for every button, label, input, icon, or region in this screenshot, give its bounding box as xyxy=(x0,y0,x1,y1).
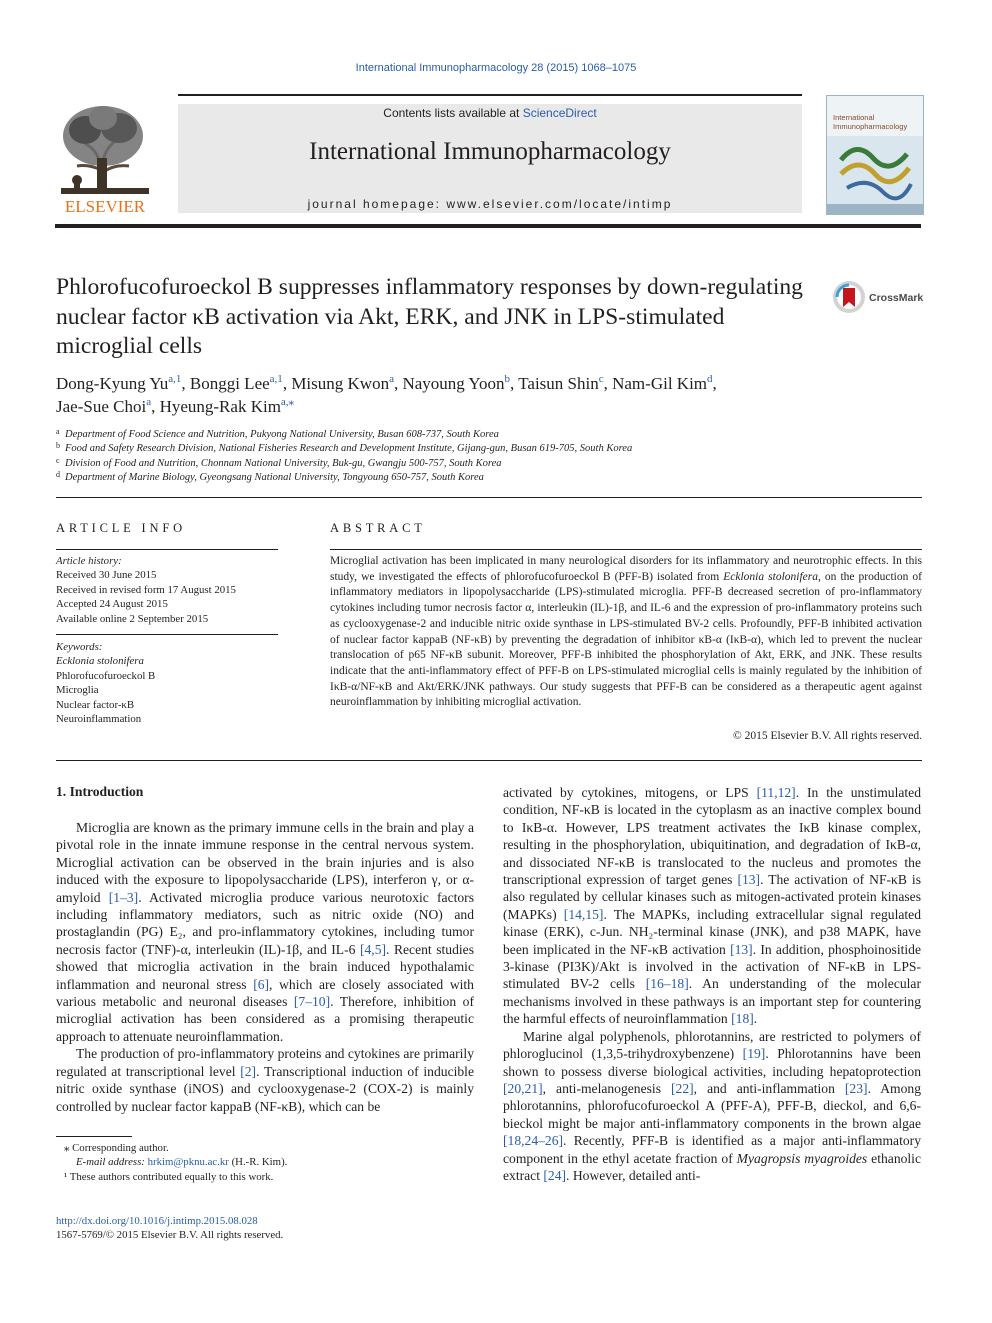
footnote-rule xyxy=(56,1136,132,1137)
affiliation-rule xyxy=(56,497,922,498)
keywords-rule xyxy=(56,634,278,635)
doi-link[interactable]: http://dx.doi.org/10.1016/j.intimp.2015.08.028 xyxy=(56,1215,258,1227)
sciencedirect-link[interactable]: ScienceDirect xyxy=(522,106,597,120)
affiliation: $^d$ Department of Marine Biology, Gyeongsang National University, Tongyoung 650-757, South Korea xyxy=(56,469,484,483)
citation-link[interactable]: [6] xyxy=(253,976,270,992)
text-run: , anti-melanogenesis xyxy=(542,1080,672,1096)
elsevier-logo xyxy=(55,100,155,215)
text-run: . The activation of NF-κB is also regulated by cellular kinases such as mitogen-activated protein kinases (MAPKs) xyxy=(503,872,921,922)
body-column-left xyxy=(56,819,474,1115)
email-link[interactable]: hrkim@pknu.ac.kr xyxy=(147,1156,229,1169)
author-sup: a,⁎ xyxy=(280,396,295,408)
italic-text: Myagropsis myagroides xyxy=(736,1150,868,1166)
author: Misung Kwon$^a$, xyxy=(291,373,403,393)
citation-link[interactable]: [14,15] xyxy=(563,906,604,922)
issn-copyright: 1567-5769/© 2015 Elsevier B.V. All rights reserved. xyxy=(56,1229,284,1242)
crossmark-icon xyxy=(832,280,932,314)
header-top-rule xyxy=(178,94,802,96)
abstract-copyright: © 2015 Elsevier B.V. All rights reserved. xyxy=(733,730,922,742)
journal-name: International Immunopharmacology xyxy=(309,138,671,165)
history-label: Article history: xyxy=(56,555,122,567)
article-history xyxy=(56,554,278,626)
section-heading-introduction: 1. Introduction xyxy=(56,784,144,799)
text-run: . Activated microglia produce various neurotoxic factors including inflammatory mediators, such as nitric oxide (NO) and prostaglandin (PG) E₂, and pro-inflammatory cytokines, including tumor necrosis factor (TNF)-α, interleukin (IL)-1β, and IL-6 xyxy=(56,889,474,957)
citation-link[interactable]: [18,24–26] xyxy=(503,1133,564,1149)
footnotes xyxy=(56,1141,474,1184)
citation-link[interactable]: [18] xyxy=(731,1011,754,1027)
abstract-text: Microglial activation has been implicated in many neurological disorders for its inflammatory and neurotrophic effects. In this study, we investigated the effects of phlorofucofuroeckol B (PFF-B) isolated from Ecklonia stolonifera, on the production of inflammatory mediators in lipopolysaccharide (LPS)-stimulated microglia. PFF-B decreased secretion of pro-inflammatory cytokines including tumor necrosis factor α, interleukin (IL)-1β, and IL-6 and the expression of pro-inflammatory proteins such as cyclooxygenase-2 and inducible nitric oxide synthase in LPS-stimulated BV-2 cells. Profoundly, PFF-B inhibited activation of nuclear factor kappaB (NF-κB) by preventing the degradation of inhibitor κB-α (IκB-α), which led to prevent the nuclear translocation of p65 NF-κB subunit. Moreover, PFF-B inhibited the phosphorylation of Akt, ERK, and JNK. These results indicate that the anti-inflammatory effect of PFF-B on LPS-stimulated microglial cells is mainly regulated by the inhibition of IκB-α/NF-κB and Akt/ERK/JNK pathways. Our study suggests that PFF-B can be considered as a therapeutic agent against neuroinflammation by inhibiting microglial activation. xyxy=(330,555,922,709)
contents-prefix: Contents lists available at xyxy=(383,106,523,120)
history-item: Received 30 June 2015 xyxy=(56,569,157,582)
text-run: . Among phlorotannins, phlorofucofuroeckol A (PFF-A), PFF-B, dieckol, and 6,6-bieckol might be major anti-inflammatory components in the brown algae xyxy=(503,1080,922,1131)
species-name: Ecklonia stolonifera xyxy=(723,570,818,583)
journal-cover-icon xyxy=(827,96,923,214)
abstract-rule xyxy=(330,549,922,550)
citation-link[interactable]: [7–10] xyxy=(293,994,331,1010)
text-run: . xyxy=(753,1011,758,1027)
crossmark-badge[interactable] xyxy=(832,280,932,314)
text-run: . The MAPKs, including extracellular signal regulated kinase (ERK), c-Jun. NH₂-terminal kinase (JNK), and p38 MAPK, have been implicated in the NF-κB activation xyxy=(503,906,921,957)
author-sup: c xyxy=(598,373,604,385)
author-sup: a xyxy=(389,373,394,385)
affiliation: $^c$ Division of Food and Nutrition, Chonnam National University, Buk-gu, Gwangju 500-757, South Korea xyxy=(56,455,502,469)
article-info-heading: ARTICLE INFO xyxy=(56,521,186,535)
text-run: . Recent studies showed that microglia activation in the brain induced hypothalamic inflammation and neuronal stress xyxy=(56,941,474,992)
author-sup: a,1 xyxy=(269,373,283,385)
text-run: . In addition, phosphoinositide 3-kinase (PI3K)/Akt is involved in the activation of NF-κB in LPS-stimulated BV-2 cells xyxy=(503,941,921,992)
citation-link[interactable]: [24] xyxy=(543,1167,567,1183)
citation-link[interactable]: [23] xyxy=(844,1080,868,1096)
corresponding-author-note: ⁎ Corresponding author. xyxy=(64,1142,169,1154)
article-info-rule xyxy=(56,549,278,550)
text-run: . However, detailed anti- xyxy=(566,1167,701,1183)
author-list xyxy=(56,372,916,418)
author: Taisun Shin$^c$, xyxy=(518,373,613,393)
paragraph xyxy=(56,819,474,1045)
history-item: Available online 2 September 2015 xyxy=(56,612,209,625)
elsevier-tree-icon xyxy=(55,100,155,215)
journal-reference[interactable]: International Immunopharmacology 28 (2015) 1068–1075 xyxy=(355,62,637,74)
bottom-info xyxy=(56,1214,474,1243)
text-run: . Phlorotannins have been shown to possess diverse biological activities, including hepatoprotection xyxy=(503,1046,921,1079)
text-run: The production of pro-inflammatory proteins and cytokines are primarily regulated at transcriptional level xyxy=(56,1046,474,1079)
author: Jae-Sue Choi$^a$, xyxy=(56,396,160,416)
author: Nayoung Yoon$^b$, xyxy=(402,373,519,393)
keyword: Phlorofucofuroeckol B xyxy=(56,669,156,682)
keywords-label: Keywords: xyxy=(56,641,103,653)
text-run: . In the unstimulated condition, NF-κB is located in the cytoplasm as an inactive complex bound to IκB-α. However, LPS treatment activates the IκB kinase complex, resulting in the phosphorylation, ubiquitination, and degradation of IκB-α, and dissociated NF-κB is translocated to the nucleus and promotes the transcriptional expression of target genes xyxy=(503,785,921,888)
text-run: activated by cytokines, mitogens, or LPS xyxy=(503,785,757,800)
author: Bonggi Lee$^{a,1}$, xyxy=(189,373,292,393)
paragraph xyxy=(56,1045,474,1115)
author-sup: a,1 xyxy=(168,373,182,385)
text-run: . Therefore, inhibition of microglial activation has been considered as a promising therapeutic approach to attenuate neuroinflammation. xyxy=(56,994,474,1044)
author-sup: d xyxy=(707,373,713,385)
citation-link[interactable]: [4,5] xyxy=(359,941,387,957)
cover-title-line1: International xyxy=(833,113,875,122)
body-column-right xyxy=(503,784,921,1184)
abstract-bottom-rule xyxy=(56,760,922,761)
keyword: Nuclear factor-κB xyxy=(56,698,135,711)
journal-homepage[interactable]: journal homepage: www.elsevier.com/locate/intimp xyxy=(307,197,673,211)
keyword: Microglia xyxy=(56,684,99,697)
citation-link[interactable]: [20,21] xyxy=(503,1080,543,1096)
text-run: Microglia are known as the primary immune cells in the brain and play a pivotal role in the innate immune response in the central nervous system. Microglial activation can be observed in the brain injuries and is also induced with the exposure to lipopolysaccharide (LPS), interferon γ, or α-amyloid xyxy=(56,820,474,905)
author: Hyeung-Rak Kim$^{a,⁎}$ xyxy=(159,396,295,416)
email-note: E-mail address: hrkim@pknu.ac.kr (H.-R. Kim). xyxy=(76,1156,288,1169)
author: Nam-Gil Kim$^d$, xyxy=(612,373,717,393)
text-run: . Transcriptional induction of inducible nitric oxide synthase (iNOS) and cyclooxygenase-2 (COX-2) is mainly controlled by nuclear factor kappaB (NF-κB), which can be xyxy=(56,1063,474,1114)
journal-cover-thumbnail[interactable] xyxy=(826,95,924,215)
citation-link[interactable]: [19] xyxy=(742,1046,766,1062)
text-run: ethanolic extract xyxy=(503,1150,921,1183)
citation-link[interactable]: [16–18] xyxy=(645,976,689,992)
text-run: , and anti-inflammation xyxy=(693,1080,845,1096)
text-run: . Recently, PFF-B is identified as a major anti-inflammatory component in the ethyl acetate fraction of xyxy=(503,1133,921,1166)
citation-link[interactable]: [22] xyxy=(671,1080,694,1096)
citation-link[interactable]: [11,12] xyxy=(756,785,796,800)
article-title: Phlorofucofuroeckol B suppresses inflammatory responses by down-regulating nuclear factor κB activation via Akt, ERK, and JNK in LPS-stimulated microglial cells xyxy=(56,274,803,359)
citation-link[interactable]: [2] xyxy=(240,1063,257,1079)
history-item: Received in revised form 17 August 2015 xyxy=(56,583,236,596)
cover-title-line2: Immunopharmacology xyxy=(833,122,908,131)
author-sup: b xyxy=(504,373,510,385)
abstract-heading: ABSTRACT xyxy=(330,521,426,535)
keyword: Neuroinflammation xyxy=(56,713,142,726)
affiliation: $^a$ Department of Food Science and Nutrition, Pukyong National University, Busan 608-737, South Korea xyxy=(56,427,499,440)
paragraph xyxy=(503,1028,921,1185)
crossmark-label: CrossMark xyxy=(869,292,924,304)
equal-contribution-note: ¹ These authors contributed equally to this work. xyxy=(64,1170,274,1183)
citation-link[interactable]: [1–3] xyxy=(108,889,139,905)
citation-link[interactable]: [13] xyxy=(737,872,761,888)
elsevier-wordmark: ELSEVIER xyxy=(64,197,146,215)
contents-line xyxy=(178,106,802,120)
text-run: Marine algal polyphenols, phlorotannins, are restricted to polymers of phloroglucinol (1,3,5-trihydroxybenzene) xyxy=(503,1028,921,1062)
text-run: , which are closely associated with various metabolic and neuronal diseases xyxy=(56,976,474,1010)
affiliation: $^b$ Food and Safety Research Division, National Fisheries Research and Development Institute, Gijang-gun, Busan 619-705, South Korea xyxy=(56,441,633,455)
author: Dong-Kyung Yu$^{a,1}$, xyxy=(56,373,190,393)
keyword: Ecklonia stolonifera xyxy=(56,655,144,668)
keywords xyxy=(56,640,278,726)
citation-link[interactable]: [13] xyxy=(730,941,753,957)
author-sup: a xyxy=(146,396,152,408)
history-item: Accepted 24 August 2015 xyxy=(56,598,168,611)
text-run: . An understanding of the molecular mechanisms involved in these pathways is an important step for countering the harmful effects of neuroinflammation xyxy=(503,976,921,1027)
paragraph xyxy=(503,784,921,1028)
affiliations xyxy=(56,428,916,485)
header-bottom-rule xyxy=(55,224,921,228)
